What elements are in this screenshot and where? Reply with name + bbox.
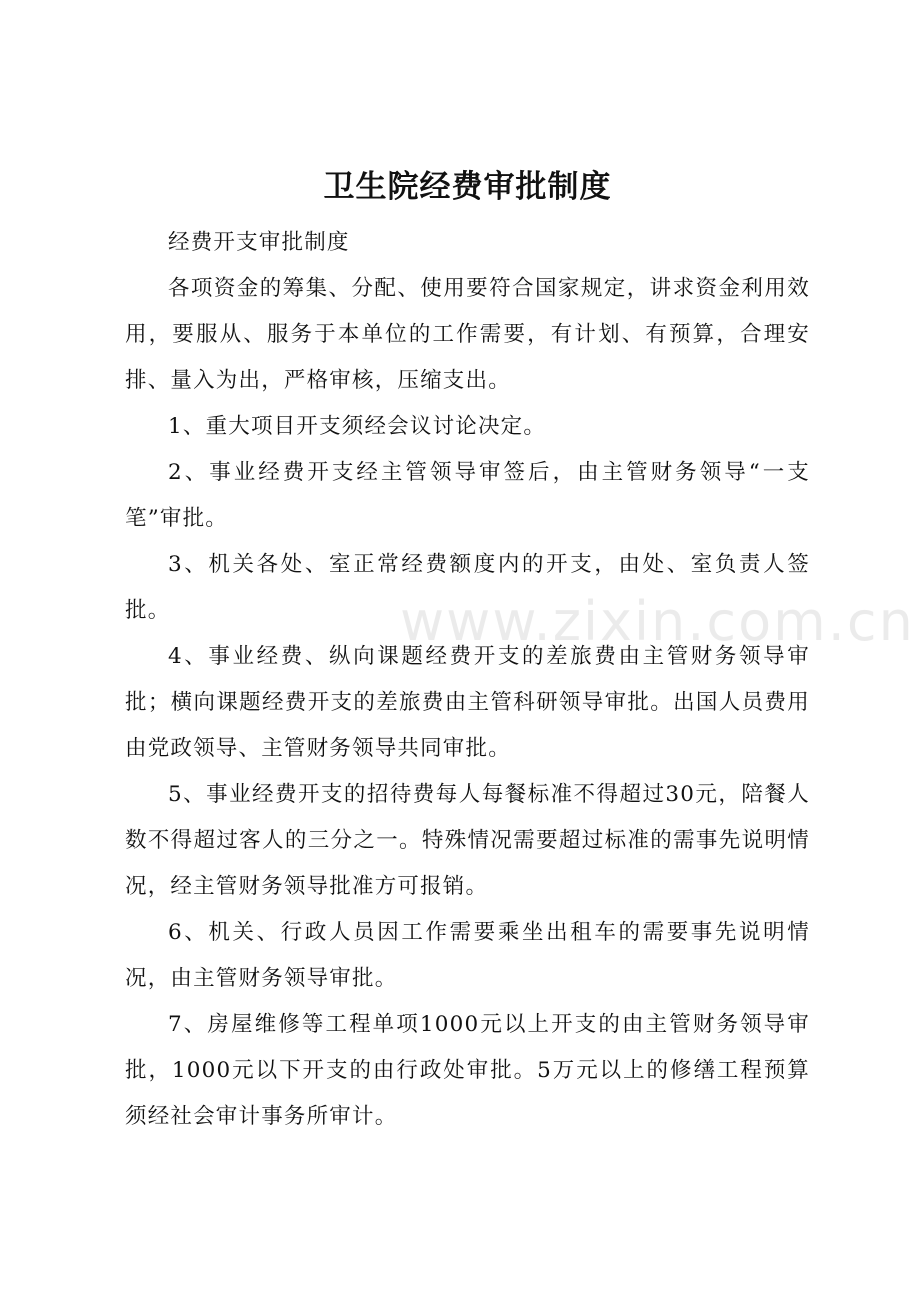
watermark: www.zixin.com.cn [400, 590, 915, 653]
document-subtitle: 经费开支审批制度 [168, 230, 350, 255]
paragraph-item-2: 2、事业经费开支经主管领导审签后，由主管财务领导“一支笔”审批。 [125, 460, 810, 531]
paragraph-intro: 各项资金的筹集、分配、使用要符合国家规定，讲求资金利用效用，要服从、服务于本单位的工作需要，有计划、有预算，合理安排、量入为出，严格审核，压缩支出。 [125, 276, 810, 393]
paragraph-item-3: 3、机关各处、室正常经费额度内的开支，由处、室负责人签批。 [125, 552, 810, 623]
document-body [125, 160, 810, 1140]
paragraph-item-1: 1、重大项目开支须经会议讨论决定。 [168, 414, 547, 439]
paragraph-item-7: 7、房屋维修等工程单项1000元以上开支的由主管财务领导审批，1000元以下开支的由行政处审批。5万元以上的修缮工程预算须经社会审计事务所审计。 [125, 1012, 810, 1129]
document-title: 卫生院经费审批制度 [323, 169, 612, 205]
paragraph-item-4: 4、事业经费、纵向课题经费开支的差旅费由主管财务领导审批；横向课题经费开支的差旅费由主管科研领导审批。出国人员费用由党政领导、主管财务领导共同审批。 [125, 644, 810, 761]
paragraph-item-6: 6、机关、行政人员因工作需要乘坐出租车的需要事先说明情况，由主管财务领导审批。 [125, 920, 810, 991]
paragraph-item-5: 5、事业经费开支的招待费每人每餐标准不得超过30元，陪餐人数不得超过客人的三分之一。特殊情况需要超过标准的需事先说明情况，经主管财务领导批准方可报销。 [125, 782, 810, 899]
